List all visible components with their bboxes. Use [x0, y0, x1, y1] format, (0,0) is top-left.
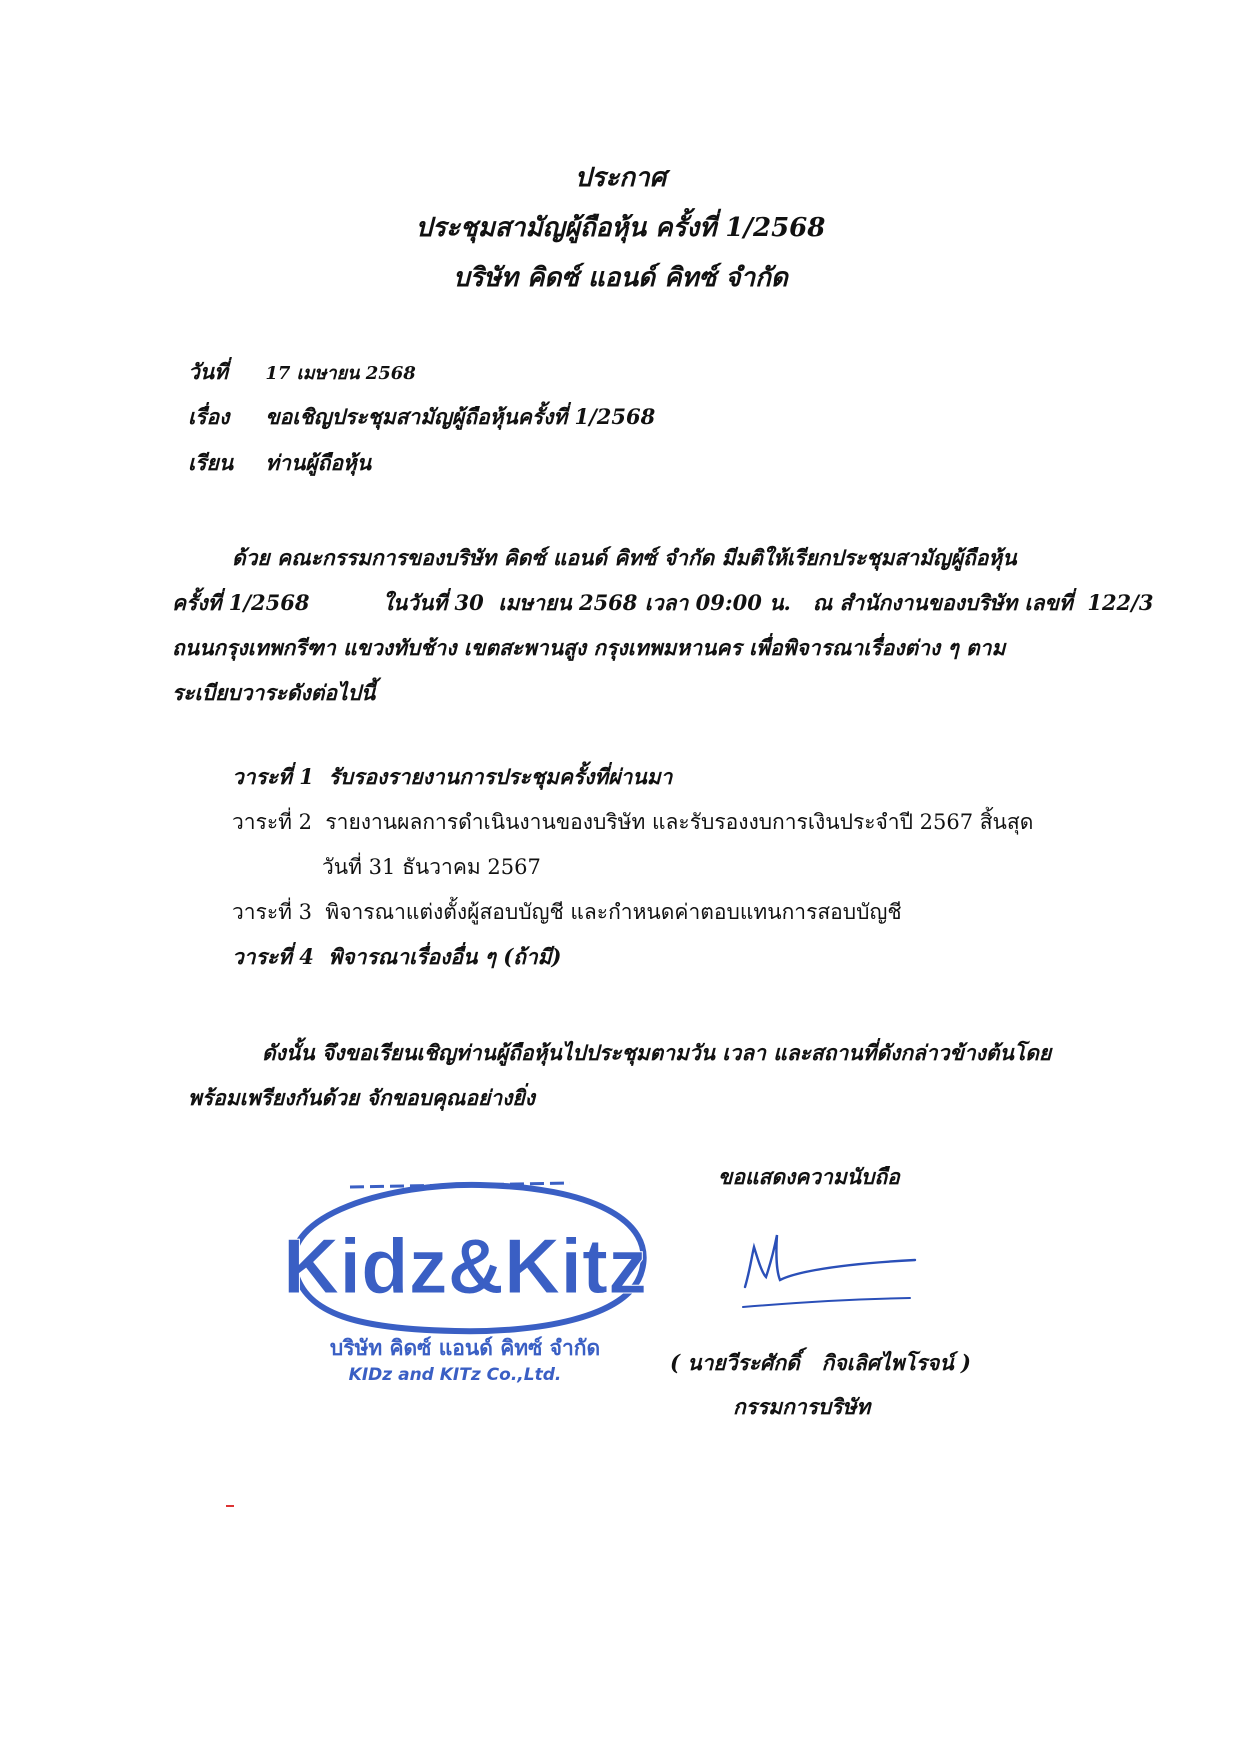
signatory-position: กรรมการบริษัท	[733, 1394, 871, 1419]
agenda-item-1: วาระที่ 1 รับรองรายงานการประชุมครั้งที่ผ่านมา	[232, 764, 673, 789]
body-line-1: ด้วย คณะกรรมการของบริษัท คิดซ์ แอนด์ คิทซ์ จำกัด มีมติให้เรียกประชุมสามัญผู้ถือหุ้น	[232, 545, 1017, 570]
date-value: 17 เมษายน 2568	[265, 363, 416, 384]
company-stamp	[270, 1175, 660, 1390]
agenda-item-4: วาระที่ 4 พิจารณาเรื่องอื่น ๆ (ถ้ามี)	[232, 944, 562, 969]
body-line-2: ครั้งที่ 1/2568 ในวันที่ 30 เมษายน 2568 เวลา 09:00 น. ณ สำนักงานของบริษัท เลขที่ 122/3	[172, 590, 1154, 615]
recipient-row	[188, 448, 371, 478]
regards-text: ขอแสดงความนับถือ	[718, 1164, 900, 1189]
signatory-name: ( นายวีระศักดิ์ กิจเลิศไพโรจน์ )	[670, 1350, 971, 1375]
date-label: วันที่	[188, 359, 228, 384]
company-name-heading: บริษัท คิดซ์ แอนด์ คิทซ์ จำกัด	[453, 263, 788, 293]
subject-value: ขอเชิญประชุมสามัญผู้ถือหุ้นครั้งที่ 1/2568	[265, 404, 656, 429]
announcement-title: ประกาศ	[574, 163, 667, 193]
agenda-item-2-continued: วันที่ 31 ธันวาคม 2567	[322, 855, 541, 879]
agenda-item-3: วาระที่ 3 พิจารณาแต่งตั้งผู้สอบบัญชี และกำหนดค่าตอบแทนการสอบบัญชี	[232, 900, 902, 924]
body-line-3: ถนนกรุงเทพกรีฑา แขวงทับช้าง เขตสะพานสูง กรุงเทพมหานคร เพื่อพิจารณาเรื่องต่าง ๆ ตาม	[172, 635, 1006, 660]
agenda-item-2: วาระที่ 2 รายงานผลการดำเนินงานของบริษัท และรับรองงบการเงินประจำปี 2567 สิ้นสุด	[232, 810, 1034, 834]
closing-line-2: พร้อมเพรียงกันด้วย จักขอบคุณอย่างยิ่ง	[188, 1085, 535, 1110]
red-mark	[226, 1505, 234, 1507]
stamp-english-name: KIDz and KITz Co.,Ltd.	[348, 1365, 562, 1385]
subject-label: เรื่อง	[188, 404, 230, 429]
recipient-value: ท่านผู้ถือหุ้น	[265, 450, 372, 475]
body-line-4: ระเบียบวาระดังต่อไปนี้	[172, 680, 376, 705]
meeting-subtitle: ประชุมสามัญผู้ถือหุ้น ครั้งที่ 1/2568	[415, 213, 826, 243]
subject-row	[188, 402, 655, 432]
recipient-label: เรียน	[188, 450, 234, 475]
closing-line-1: ดังนั้น จึงขอเรียนเชิญท่านผู้ถือหุ้นไปประชุมตามวัน เวลา และสถานที่ดังกล่าวข้างต้นโดย	[262, 1040, 1052, 1065]
stamp-logo: Kidz&Kitz	[283, 1222, 647, 1310]
date-row	[188, 357, 416, 389]
stamp-thai-name: บริษัท คิดซ์ แอนด์ คิทซ์ จำกัด	[329, 1336, 601, 1360]
handwritten-signature	[740, 1225, 920, 1315]
